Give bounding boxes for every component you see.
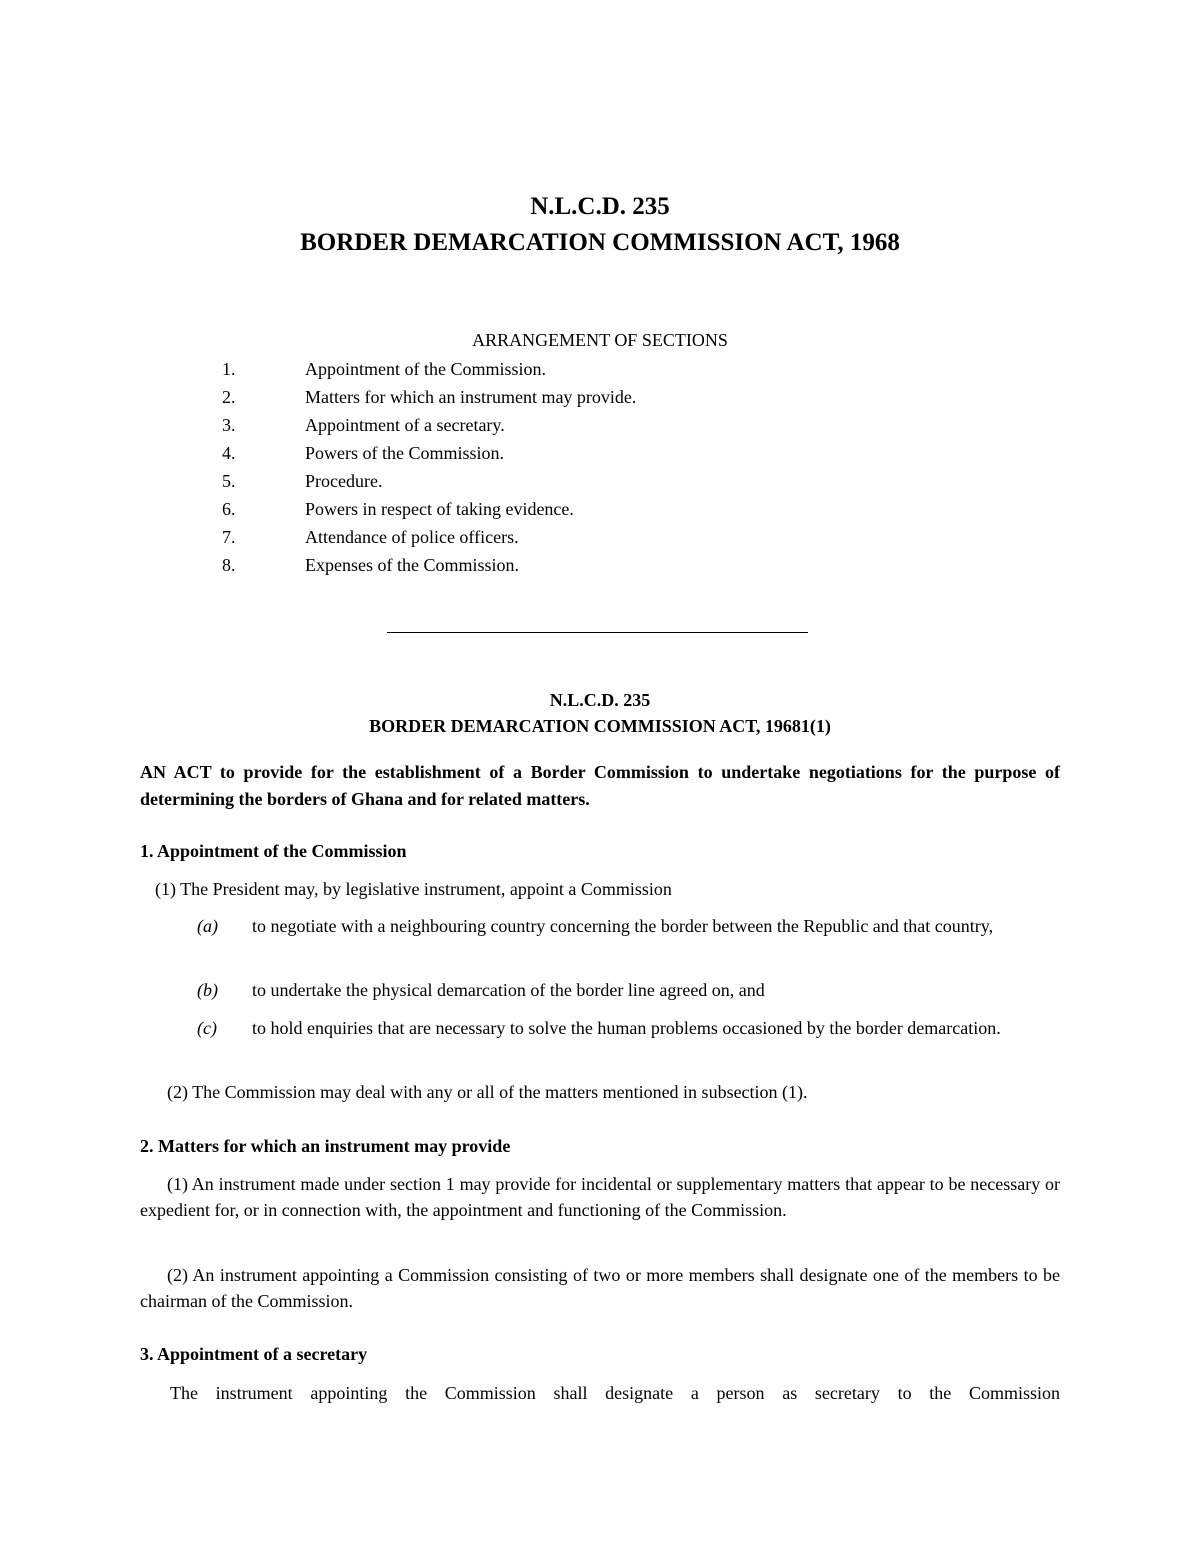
document-code: N.L.C.D. 235: [530, 193, 670, 220]
section-3-paragraph: The instrument appointing the Commission shall designate a person as secretary to the Commission: [170, 1383, 1060, 1403]
section-1-item-a-label: (a): [197, 916, 218, 936]
section-1-item-a-text: to negotiate with a neighbouring country concerning the border between the Republic and that country,: [252, 916, 994, 936]
section-1-subsection-1: (1) The President may, by legislative instrument, appoint a Commission: [155, 879, 672, 899]
section-1-subsection-2: (2) The Commission may deal with any or all of the matters mentioned in subsection (1).: [167, 1082, 808, 1102]
section-divider: [387, 632, 808, 633]
toc-item-number: 7.: [222, 527, 236, 547]
body-title: BORDER DEMARCATION COMMISSION ACT, 19681(1): [369, 716, 831, 736]
toc-item-text: Appointment of the Commission.: [305, 359, 546, 379]
section-2-subsection-2: (2) An instrument appointing a Commission consisting of two or more members shall designate one of the members to be chairman of the Commission.: [140, 1265, 1060, 1311]
toc-item-number: 4.: [222, 443, 236, 463]
section-1-item-c-label: (c): [197, 1018, 217, 1038]
section-2-heading: 2. Matters for which an instrument may provide: [140, 1136, 511, 1156]
toc-item-number: 1.: [222, 359, 236, 379]
toc-item-text: Procedure.: [305, 471, 383, 491]
section-1-heading: 1. Appointment of the Commission: [140, 841, 407, 861]
toc-item-text: Powers in respect of taking evidence.: [305, 499, 574, 519]
toc-item-text: Attendance of police officers.: [305, 527, 519, 547]
arrangement-heading: ARRANGEMENT OF SECTIONS: [472, 330, 728, 350]
section-3-heading: 3. Appointment of a secretary: [140, 1344, 368, 1364]
section-1-item-b-text: to undertake the physical demarcation of the border line agreed on, and: [252, 980, 765, 1000]
toc-item-number: 2.: [222, 387, 236, 407]
act-intro: AN ACT to provide for the establishment of a Border Commission to undertake negotiations for the purpose of determining the borders of Ghana and for related matters.: [140, 762, 1060, 809]
toc-item-number: 3.: [222, 415, 236, 435]
toc-item-text: Expenses of the Commission.: [305, 555, 519, 575]
toc-item-text: Matters for which an instrument may provide.: [305, 387, 637, 407]
toc-item-text: Powers of the Commission.: [305, 443, 505, 463]
toc-item-number: 5.: [222, 471, 236, 491]
toc-item-number: 8.: [222, 555, 236, 575]
body-code: N.L.C.D. 235: [549, 690, 651, 710]
section-2-subsection-1: (1) An instrument made under section 1 may provide for incidental or supplementary matters that appear to be necessary or expedient for, or in connection with, the appointment and functioning of the Commission.: [140, 1174, 1060, 1220]
toc-item-number: 6.: [222, 499, 236, 519]
document-title: BORDER DEMARCATION COMMISSION ACT, 1968: [300, 229, 900, 256]
section-1-item-c-text: to hold enquiries that are necessary to solve the human problems occasioned by the border demarcation.: [252, 1018, 1001, 1038]
section-1-item-b-label: (b): [197, 980, 218, 1000]
toc-item-text: Appointment of a secretary.: [305, 415, 505, 435]
